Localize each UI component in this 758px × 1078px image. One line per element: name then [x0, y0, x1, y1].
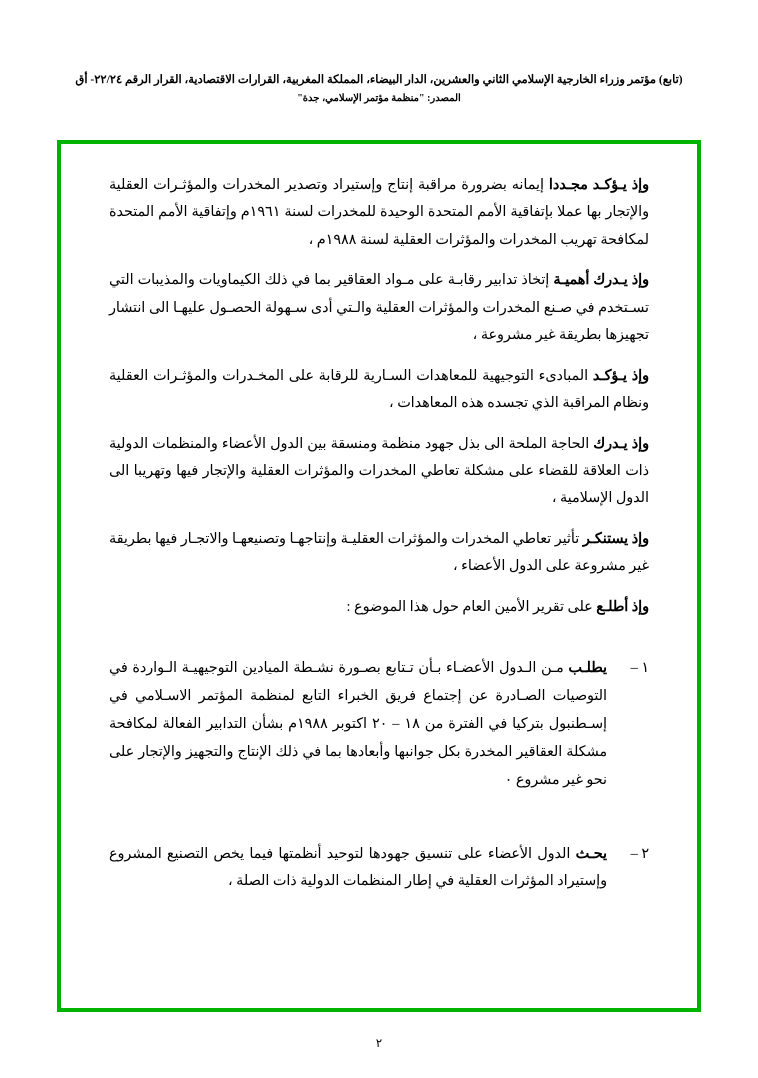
page-header — [60, 72, 698, 107]
preamble-lead: وإذ أطلـع — [596, 598, 649, 615]
page-number: ٢ — [375, 1036, 383, 1050]
preamble-lead: وإذ يـدرك — [593, 435, 649, 452]
preamble-text: الحاجة الملحة الى بذل جهود منظمة ومنسقة بين الدول الأعضاء والمنظمات الدولية ذات العلاقة للقضاء على مشكلة تعاطي المخدرات والمؤثرات العقلية والإتجار فيها وتهريبا الى الدول الإسلامية ، — [109, 435, 649, 507]
list-item-body: مـن الـدول الأعضـاء بـأن تـتابع بصـورة نشـطة الميادين التوجيهيـة الـواردة في التوصيات الصـادرة عن إجتماع فريق الخبراء التابع لمنظمة المؤتمر الاسـلامي في إسـطنبول بتركيا في الفترة من ١٨ – ٢٠ اكتوبر ١٩٨٨م بشأن التدابير الفعالة لمكافحة مشكلة العقاقير المخدرة بكل جوانبها وأبعادها بما في ذلك الإنتاج والتجهيز والإتجار على نحو غير مشروع ٠ — [109, 660, 608, 788]
preamble-paragraph — [109, 267, 649, 349]
header-source-line: المصدر: "منظمة مؤتمر الإسلامي، جدة" — [297, 93, 461, 105]
preamble-text: إيمانه بضرورة مراقبة إنتاج وإستيراد وتصدير المخدرات والمؤثـرات العقلية والإتجار بها عملا بإتفاقية الأمم المتحدة الوحيدة للمخدرات لسنة ١٩٦١م وإتفاقية الأمم المتحدة لمكافحة تهريب المخدرات والمؤثرات العقلية لسنة ١٩٨٨م ، — [109, 177, 649, 248]
preamble-paragraph — [109, 526, 649, 581]
preamble-paragraph — [109, 594, 649, 621]
preamble-paragraph — [109, 431, 649, 513]
preamble-paragraph — [109, 172, 649, 254]
list-item-text — [109, 841, 607, 897]
list-item-body: الدول الأعضاء على تنسيق جهودها لتوحيد أنظمتها فيما يخص التصنيع المشروع وإستيراد المؤثرات العقلية في إطار المنظمات الدولية ذات الصلة ، — [109, 845, 607, 890]
preamble-lead: وإذ يستنكـر — [582, 530, 649, 547]
numbered-list — [109, 655, 649, 896]
list-item-lead: يطلـب — [568, 660, 607, 677]
header-title-line: (تابع) مؤتمر وزراء الخارجية الإسلامي الثاني والعشرين، الدار البيضاء، المملكة المغربية، القرارات الاقتصادية، القرار الرقم ٢٢/٢٤- أق — [75, 74, 683, 86]
list-item-lead: يحـث — [575, 845, 607, 862]
list-item-number: ١ – — [630, 660, 649, 677]
document-body — [109, 172, 649, 922]
preamble-lead: وإذ يـدرك أهميـة — [553, 272, 649, 289]
list-item-text — [109, 655, 607, 794]
preamble-lead: وإذ يـؤكـد — [592, 367, 649, 384]
preamble-text: إتخاذ تدابير رقابـة على مـواد العقاقير بما في ذلك الكيماويات والمذيبات التي تسـتخدم في صـنع المخدرات والمؤثرات العقلية والـتي أدى سـهولة الحصـول عليهـا الى انتشار تجهيزها بطريقة غير مشروعة ، — [109, 272, 649, 344]
content-frame — [57, 140, 701, 1012]
page-footer — [0, 1036, 758, 1051]
preamble-text: على تقرير الأمين العام حول هذا الموضوع : — [346, 598, 597, 615]
list-item — [109, 841, 649, 897]
list-item — [109, 655, 649, 794]
preamble-text: المبادىء التوجيهية للمعاهدات السـارية للرقابة على المخـدرات والمؤثـرات العقلية ونظام المراقبة الذي تجسده هذه المعاهدات ، — [109, 367, 649, 412]
preamble-paragraph — [109, 363, 649, 418]
list-item-number: ٢ – — [630, 845, 649, 862]
preamble-text: تأثير تعاطي المخدرات والمؤثرات العقليـة وإنتاجهـا وتصنيعهـا والاتجـار فيها بطريقة غير مشروعة على الدول الأعضاء ، — [109, 530, 649, 575]
preamble-lead: وإذ يـؤكـد مجـددا — [548, 177, 649, 193]
